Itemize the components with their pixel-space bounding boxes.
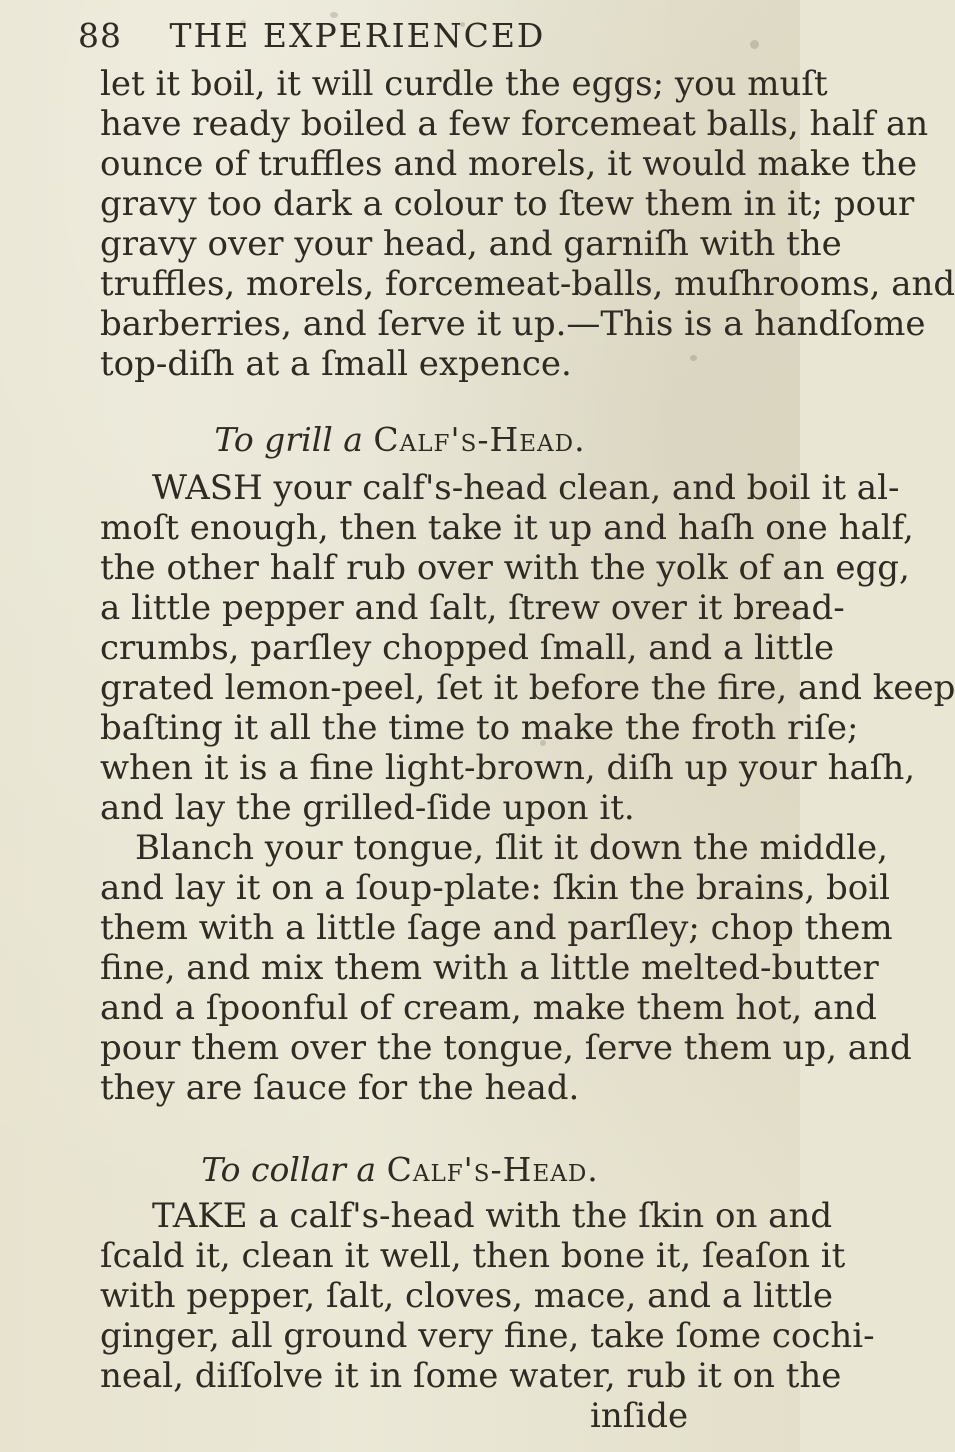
text-line: grated lemon-peel, ſet it before the fire, and keep <box>100 668 955 708</box>
text-line: moſt enough, then take it up and haſh one half, <box>100 508 914 548</box>
text-line: barberries, and ſerve it up.—This is a handſome <box>100 304 926 344</box>
paragraph-continued <box>100 64 955 384</box>
text-line: gravy over your head, and garniſh with the <box>100 224 842 264</box>
text-line: when it is a fine light-brown, diſh up your haſh, <box>100 748 916 788</box>
text-line: gravy too dark a colour to ſtew them in it; pour <box>100 184 915 224</box>
text-line: have ready boiled a few forcemeat balls, half an <box>100 104 929 144</box>
recipe-heading <box>0 1150 800 1189</box>
text-line: baſting it all the time to make the froth riſe; <box>100 708 859 748</box>
text-line: truffles, morels, forcemeat-balls, muſhrooms, and <box>100 264 955 304</box>
text-line: neal, diſſolve it in ſome water, rub it on the <box>100 1356 842 1396</box>
recipe-heading-prefix: To collar a <box>201 1150 377 1189</box>
text-line: let it boil, it will curdle the eggs; you muſt <box>100 64 828 104</box>
recipe-body <box>100 1196 875 1396</box>
recipe-body <box>100 468 955 1108</box>
text-line: top-diſh at a ſmall expence. <box>100 344 572 384</box>
text-line: fine, and mix them with a little melted-butter <box>100 948 879 988</box>
page-number: 88 <box>78 16 122 55</box>
catchword: inſide <box>590 1396 689 1436</box>
text-line: and lay it on a ſoup-plate: ſkin the brains, boil <box>100 868 891 908</box>
text-line: with pepper, ſalt, cloves, mace, and a little <box>100 1276 833 1316</box>
recipe-heading-name: Calf's-Head. <box>386 1150 599 1189</box>
running-title: THE EXPERIENCED <box>169 16 546 55</box>
text-line: ſcald it, clean it well, then bone it, ſeaſon it <box>100 1236 846 1276</box>
running-header <box>78 16 758 55</box>
text-line: and a ſpoonful of cream, make them hot, and <box>100 988 877 1028</box>
recipe-heading-prefix: To grill a <box>214 420 363 459</box>
text-line: them with a little ſage and parſley; chop them <box>100 908 893 948</box>
text-line: ginger, all ground very fine, take ſome cochi- <box>100 1316 875 1356</box>
text-line: pour them over the tongue, ſerve them up, and <box>100 1028 912 1068</box>
recipe-heading-name: Calf's-Head. <box>373 420 586 459</box>
text-line: ounce of truffles and morels, it would make the <box>100 144 918 184</box>
text-line: a little pepper and ſalt, ſtrew over it bread- <box>100 588 845 628</box>
text-line: WASH your calf's-head clean, and boil it al- <box>152 468 900 508</box>
text-line: they are ſauce for the head. <box>100 1068 580 1108</box>
text-line: and lay the grilled-ſide upon it. <box>100 788 635 828</box>
text-line: Blanch your tongue, ſlit it down the middle, <box>135 828 888 868</box>
text-line: the other half rub over with the yolk of an egg, <box>100 548 910 588</box>
text-line: crumbs, parſley chopped ſmall, and a little <box>100 628 835 668</box>
text-line: TAKE a calf's-head with the ſkin on and <box>152 1196 833 1236</box>
recipe-heading <box>0 420 800 459</box>
